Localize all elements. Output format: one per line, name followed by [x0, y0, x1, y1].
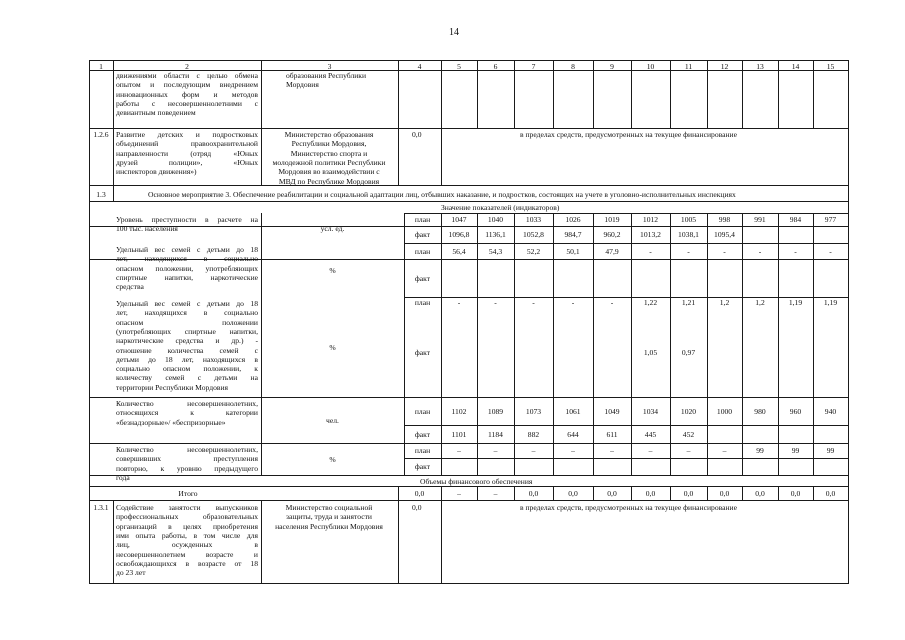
column-number-header: 15 — [826, 61, 835, 71]
financing-value: 0,0 — [412, 130, 422, 139]
plan-value: – — [686, 446, 691, 455]
row-border — [404, 243, 849, 244]
indicator-name: территории Республики Мордовия — [116, 382, 229, 392]
task-description: до 23 лет — [116, 568, 146, 578]
plan-value: 1,19 — [788, 297, 803, 307]
fact-value: 1038,1 — [678, 230, 699, 239]
plan-value: 99 — [756, 446, 764, 455]
fact-value: 1095,4 — [714, 230, 735, 239]
fact-value: 611 — [606, 429, 618, 439]
plan-value: 998 — [718, 215, 731, 224]
fact-label: факт — [414, 429, 431, 439]
indicator-name: социально опасном положении, к — [116, 364, 258, 374]
indicator-name: количеству семей с детьми на — [116, 373, 258, 383]
plan-value: 47,9 — [605, 246, 619, 256]
indicator-unit: % — [329, 265, 336, 275]
fact-value: 452 — [682, 429, 695, 439]
plan-value: – — [493, 446, 498, 455]
column-border — [631, 70, 632, 128]
column-border — [261, 70, 262, 185]
executor-text: Министерство социальной — [285, 503, 373, 512]
plan-value: - — [649, 246, 652, 256]
indicator-name: наркотические средства и др.) - — [116, 336, 258, 346]
plan-label: план — [414, 215, 431, 224]
column-number-header: 7 — [531, 61, 536, 71]
indicator-name: детьми до 18 лет, находящихся в — [116, 354, 258, 364]
column-number-header: 2 — [185, 61, 189, 71]
executor-text: образования Республики — [286, 71, 367, 80]
plan-value: 960 — [789, 406, 802, 416]
plan-value: 1019 — [604, 215, 620, 224]
plan-value: - — [457, 297, 461, 307]
plan-value: – — [648, 446, 653, 455]
column-number-header: 3 — [327, 61, 332, 71]
column-number-header: 10 — [646, 61, 655, 71]
row-border — [89, 185, 849, 186]
column-border — [553, 70, 554, 128]
executor-text: Мордовия — [286, 80, 319, 90]
column-border — [707, 70, 708, 128]
plan-value: 1005 — [680, 215, 697, 224]
total-value: – — [457, 489, 461, 498]
main-activity-title: Основное мероприятие 3. Обеспечение реабилитации и социальной адаптации лиц, отбывших наказание, и подростков, состоящих на учете в уголовно-исполнительных инспекциях — [148, 190, 736, 199]
task-description: инспекторов движения») — [116, 167, 197, 177]
indicator-name: «безнадзорные»/ «беспризорные» — [116, 417, 226, 427]
plan-value: - — [687, 246, 690, 256]
fact-label: факт — [414, 230, 431, 239]
task-description: работы с несовершеннолетними с — [116, 98, 258, 108]
task-description: объединений правоохранительной — [116, 139, 258, 149]
indicator-name: 100 тыс. населения — [116, 224, 178, 234]
executor-text: защиты, труда и занятости — [286, 512, 372, 522]
column-number-header: 14 — [791, 61, 800, 71]
column-border — [670, 70, 671, 128]
plan-value: – — [571, 446, 575, 455]
plan-value: - — [610, 297, 614, 307]
plan-label: план — [414, 297, 431, 307]
fact-value: 0,97 — [681, 347, 696, 357]
indicator-name: отношение количества семей с — [116, 345, 258, 355]
fact-value: 644 — [567, 429, 579, 439]
item-number: 1.3 — [96, 190, 106, 199]
column-number-header: 6 — [493, 61, 498, 71]
fact-value: 1101 — [451, 429, 467, 439]
plan-value: - — [571, 297, 575, 307]
indicator-name: опасном положении — [116, 317, 258, 327]
column-number-header: 13 — [756, 61, 764, 71]
total-value: – — [493, 489, 498, 498]
plan-value: – — [610, 446, 614, 455]
executor-text: Республики Мордовия, — [291, 139, 367, 149]
executor-text: Министерство образования — [284, 130, 374, 139]
total-value: 0,0 — [755, 489, 765, 498]
plan-value: 1102 — [451, 406, 467, 416]
column-number-header: 5 — [457, 61, 461, 71]
plan-value: 1020 — [680, 406, 697, 416]
indicator-name: Удельный вес семей с детьми до 18 — [116, 299, 258, 308]
indicator-name: совершивших преступления — [116, 454, 258, 464]
plan-value: 1,21 — [681, 297, 696, 307]
plan-value: 1033 — [525, 215, 542, 224]
task-description: освобождающихся в возрасте от 18 — [116, 558, 258, 568]
indicator-name: опасном положении, употребляющих — [116, 263, 258, 273]
task-description: девиантным поведением — [116, 108, 196, 118]
indicator-name: лет, находящихся в социально — [116, 254, 258, 264]
plan-value: 99 — [826, 446, 835, 455]
indicator-name: спиртные напитки, наркотические — [116, 272, 258, 282]
column-number-header: 11 — [684, 61, 693, 71]
column-border — [261, 500, 262, 583]
column-number-header: 4 — [417, 61, 422, 71]
financing-note: в пределах средств, предусмотренных на текущее финансирование — [520, 130, 737, 139]
indicator-name: Количество несовершеннолетних, — [116, 445, 258, 454]
indicators-header: Значение показателей (индикаторов) — [441, 203, 560, 212]
indicator-name: лет, находящихся в социально — [116, 308, 258, 318]
plan-value: - — [494, 297, 497, 307]
plan-value: 1,2 — [755, 297, 765, 307]
plan-value: 980 — [754, 406, 766, 416]
column-number-header: 1 — [99, 61, 103, 71]
column-border — [514, 70, 515, 128]
plan-value: 1,2 — [719, 297, 730, 307]
row-border — [89, 397, 849, 398]
total-value: 0,0 — [528, 489, 539, 498]
fact-label: факт — [414, 273, 431, 283]
fact-value: 1136,1 — [485, 230, 506, 239]
plan-label: план — [414, 406, 431, 416]
indicator-name: относящихся к категории — [116, 408, 258, 418]
task-description: лиц, осужденных в — [116, 540, 258, 550]
indicators-header-border — [404, 213, 849, 214]
column-border — [778, 70, 779, 128]
plan-value: 1061 — [565, 406, 581, 416]
plan-label: план — [414, 446, 431, 455]
column-border — [441, 128, 442, 185]
row-border — [404, 425, 849, 426]
task-description: направленности (отряд «Юных — [116, 148, 258, 158]
executor-text: Мордовия во взаимодействии с — [278, 167, 380, 177]
task-description: движениями области с целью обмена — [116, 71, 258, 80]
column-border — [742, 70, 743, 128]
plan-value: – — [722, 446, 727, 455]
total-label: Итого — [178, 489, 198, 498]
fact-label: факт — [414, 347, 431, 357]
row-border — [89, 500, 849, 501]
column-border — [593, 70, 594, 128]
fact-value: 1052,8 — [523, 230, 544, 239]
plan-value: 99 — [791, 446, 800, 455]
row-border — [89, 201, 849, 202]
total-value: 0,0 — [607, 489, 617, 498]
column-border — [398, 70, 399, 185]
indicator-unit: % — [329, 454, 336, 464]
column-border — [441, 500, 442, 583]
task-description: ими опыта работы, в том числе для — [116, 530, 258, 540]
task-description: друзей полиции», «Юных — [116, 157, 258, 167]
plan-value: 977 — [824, 215, 837, 224]
item-number: 1.3.1 — [93, 503, 109, 512]
finance-header: Объемы финансового обеспечения — [420, 477, 533, 486]
plan-value: 52,2 — [526, 246, 541, 256]
financing-value: 0,0 — [412, 503, 422, 512]
plan-label: план — [414, 246, 431, 256]
executor-text: молодежной политики Республики — [272, 157, 386, 167]
task-description: организаций в целях приобретения — [116, 521, 258, 531]
total-value: 0,0 — [719, 489, 730, 498]
executor-text: МВД по Республике Мордовия — [278, 176, 380, 186]
plan-value: 1049 — [604, 406, 620, 416]
indicator-name: Количество несовершеннолетних, — [116, 399, 258, 408]
column-border — [113, 500, 114, 583]
plan-value: - — [532, 297, 535, 307]
fact-value: 1184 — [488, 429, 503, 439]
plan-value: 1012 — [642, 215, 659, 224]
fact-value: 445 — [644, 429, 657, 439]
financing-note: в пределах средств, предусмотренных на текущее финансирование — [520, 503, 737, 512]
row-border — [89, 128, 849, 129]
plan-value: 1073 — [525, 406, 542, 416]
indicator-name: года — [116, 472, 130, 482]
page-number: 14 — [449, 27, 459, 38]
plan-value: 56,4 — [452, 246, 466, 256]
fact-value: 882 — [527, 429, 540, 439]
indicator-unit: усл. ед. — [320, 223, 345, 233]
plan-value: 50,1 — [566, 246, 580, 256]
indicator-unit: чел. — [326, 415, 339, 425]
plan-value: 1034 — [642, 406, 659, 416]
fact-value: 1,05 — [643, 347, 658, 357]
row-border — [404, 458, 849, 459]
indicator-name: Удельный вес семей с детьми до 18 — [116, 245, 258, 254]
total-value: 0,0 — [568, 489, 578, 498]
column-number-header: 9 — [610, 61, 614, 71]
total-value: 0,0 — [645, 489, 656, 498]
plan-value: 54,3 — [488, 246, 503, 256]
plan-value: 991 — [754, 215, 766, 224]
indicator-name: Уровень преступности в расчете на — [116, 215, 258, 224]
plan-value: - — [758, 246, 762, 256]
indicator-unit: % — [329, 342, 336, 352]
task-description: инновационных форм и методов — [116, 89, 258, 99]
column-number-header: 8 — [571, 61, 575, 71]
table-bottom-border — [89, 583, 849, 584]
column-border — [441, 70, 442, 128]
task-description: несовершеннолетнем возрасте и — [116, 549, 258, 559]
plan-value: - — [829, 246, 832, 256]
task-description: Развитие детских и подростковых — [116, 130, 258, 139]
plan-value: 940 — [824, 406, 837, 416]
fact-value: 984,7 — [564, 230, 582, 239]
plan-value: 1047 — [451, 215, 467, 224]
task-description: опытом и последующим внедрением — [116, 80, 258, 90]
indicator-name: (употребляющих спиртные напитки, — [116, 326, 258, 336]
indicator-name: средства — [116, 282, 144, 292]
fact-value: 1013,2 — [640, 230, 661, 239]
plan-value: – — [531, 446, 536, 455]
plan-value: 1,19 — [823, 297, 838, 307]
fact-value: 1096,8 — [448, 230, 470, 239]
item-number: 1.2.6 — [93, 130, 109, 139]
total-value: 0,0 — [825, 489, 836, 498]
fact-value: 960,2 — [603, 230, 621, 239]
column-border — [477, 70, 478, 128]
executor-text: населения Республики Мордовия — [275, 521, 383, 531]
fact-label: факт — [414, 462, 431, 471]
column-border — [813, 70, 814, 128]
task-description: Содействие занятости выпускников — [116, 503, 258, 512]
total-value: 0,0 — [683, 489, 694, 498]
task-description: профессиональных образовательных — [116, 512, 258, 522]
plan-value: 1026 — [565, 215, 581, 224]
plan-value: 1000 — [716, 406, 733, 416]
plan-value: 984 — [789, 215, 802, 224]
plan-value: 1089 — [487, 406, 504, 416]
plan-value: 1040 — [487, 215, 504, 224]
plan-value: 1,22 — [643, 297, 658, 307]
plan-value: - — [723, 246, 726, 256]
column-number-header: 12 — [720, 61, 729, 71]
total-value: 0,0 — [414, 489, 425, 498]
plan-value: - — [794, 246, 797, 256]
column-border — [398, 500, 399, 583]
column-border — [113, 60, 114, 201]
table-right-border — [848, 60, 849, 583]
total-value: 0,0 — [790, 489, 801, 498]
row-border — [89, 443, 849, 444]
indicator-name: повторно, к уровню предыдущего — [116, 463, 258, 473]
executor-text: Министерство спорта и — [290, 148, 368, 158]
plan-value: – — [457, 446, 461, 455]
